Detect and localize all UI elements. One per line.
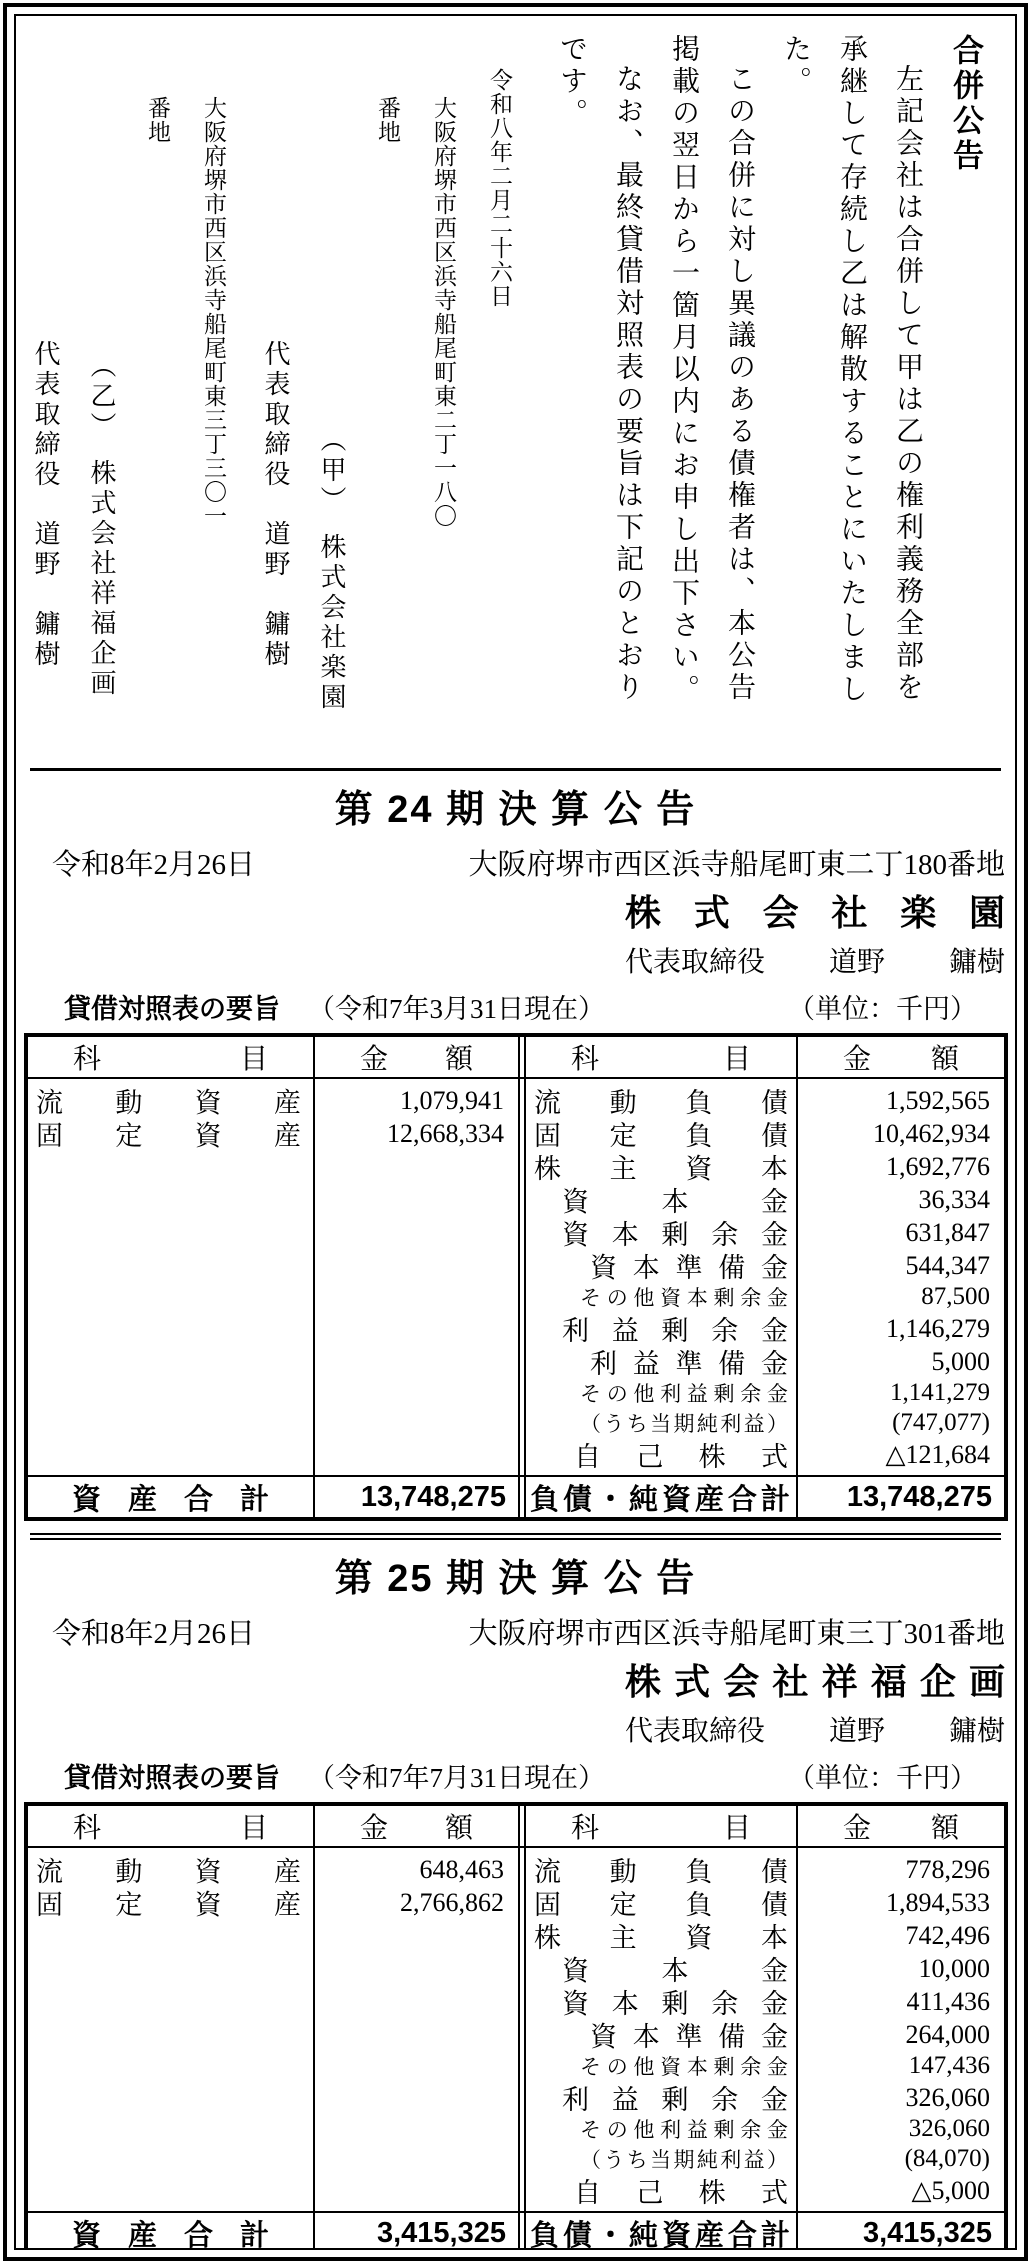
page-inner-frame <box>14 14 1017 2250</box>
balance-sheet-table <box>24 1802 1008 2250</box>
liability-row-amount: 411,436 <box>906 1986 990 2016</box>
caption-asof-date: （令和7年3月31日現在） <box>308 994 605 1024</box>
notice-column: た。 <box>780 34 811 98</box>
notice-column: 大阪府堺市西区浜寺船尾町東二丁一八〇 <box>431 96 456 528</box>
assets-amount-column <box>315 1079 518 1475</box>
asset-row-label: 流 動 資 産 <box>36 1857 301 1887</box>
liability-row-label: 資 本 金 <box>562 1956 788 1986</box>
liability-row-amount: 10,462,934 <box>873 1118 990 1148</box>
table-center-divider <box>518 1475 526 1517</box>
notice-column: 大阪府堺市西区浜寺船尾町東三丁三〇一 <box>201 96 226 528</box>
liability-row-amount: 5,000 <box>931 1346 990 1376</box>
asset-row-label: 固 定 資 産 <box>36 1890 301 1920</box>
financial-report-section-25 <box>24 1540 1007 2250</box>
assets-total-value: 3,415,325 <box>315 2211 518 2250</box>
company-name <box>625 1658 1005 1706</box>
asset-row-amount: 12,668,334 <box>387 1118 504 1148</box>
liability-row-label: そ の 他 利 益 剰 余 金 <box>580 2118 788 2142</box>
liabilities-total-label: 負 債 ・ 純 資 産 合 計 <box>526 1475 798 1517</box>
liability-row-amount: 1,146,279 <box>886 1313 990 1343</box>
liability-row-amount: 326,060 <box>905 2082 990 2112</box>
company-name-text: 株 式 会 社 祥 福 企 画 <box>625 1661 1005 1702</box>
assets-label-column <box>28 1079 315 1475</box>
liability-row-label: そ の 他 資 本 剰 余 金 <box>580 2055 788 2079</box>
liability-row-label: 自 己 株 式 <box>574 1442 788 1472</box>
liability-row-amount: △5,000 <box>911 2175 990 2205</box>
liability-row-amount: (747,077) <box>892 1409 990 1436</box>
notice-column: なお、最終貸借対照表の要旨は下記のとおり <box>612 64 643 704</box>
liability-row-amount: 326,060 <box>908 2115 990 2142</box>
asset-row-amount: 1,079,941 <box>400 1085 504 1115</box>
caption-unit: （単位：千円） <box>788 1763 977 1793</box>
assets-amount-column <box>315 1848 518 2211</box>
liability-row-amount: 87,500 <box>921 1283 990 1310</box>
liability-row-label: 株 主 資 本 <box>534 1923 788 1953</box>
liability-row-amount: 1,141,279 <box>890 1379 990 1406</box>
liability-row-label: 流 動 負 債 <box>534 1857 788 1887</box>
liability-row-amount: 264,000 <box>905 2019 990 2049</box>
liabilities-amount-column <box>798 1079 1004 1475</box>
liability-row-amount: 1,592,565 <box>886 1085 990 1115</box>
representative-line <box>625 943 1005 983</box>
liability-row-amount: △121,684 <box>885 1439 990 1469</box>
table-center-divider <box>518 1079 526 1475</box>
liabilities-label-column <box>526 1079 798 1475</box>
notice-column: 左記会社は合併して甲は乙の権利義務全部を <box>892 64 923 704</box>
notice-column: 番地 <box>375 96 400 144</box>
liability-row-label: 資 本 準 備 金 <box>590 1253 788 1283</box>
notice-column: （乙） 株式会社祥福企画 <box>87 352 116 699</box>
liability-row-label: 利 益 準 備 金 <box>590 1349 788 1379</box>
liability-row-label: 資 本 準 備 金 <box>590 2022 788 2052</box>
liability-row-amount: 1,692,776 <box>886 1151 990 1181</box>
header-amount-left: 金 額 <box>315 1037 518 1079</box>
liability-row-label: 利 益 剰 余 金 <box>562 1316 788 1346</box>
liability-row-label: 固 定 負 債 <box>534 1121 788 1151</box>
liability-row-amount: 778,296 <box>905 1854 990 1884</box>
caption-asof-date: （令和7年7月31日現在） <box>308 1763 605 1793</box>
report-title: 第 24 期 決 算 公 告 <box>334 789 697 831</box>
report-info-line <box>24 845 1007 885</box>
liability-row-label: 資 本 剰 余 金 <box>562 1989 788 2019</box>
notice-column: （甲） 株式会社楽園 <box>317 426 346 713</box>
liability-row-label: 固 定 負 債 <box>534 1890 788 1920</box>
liability-row-label: そ の 他 資 本 剰 余 金 <box>580 1286 788 1310</box>
table-center-divider <box>518 1806 526 1848</box>
representative-family-name: 道野 <box>828 1716 885 1747</box>
liability-row-label: 株 主 資 本 <box>534 1154 788 1184</box>
header-amount-left: 金 額 <box>315 1806 518 1848</box>
liability-row-label: （ う ち 当 期 純 利 益 ） <box>580 1412 788 1436</box>
representative-title: 代表取締役 <box>625 1716 766 1747</box>
asset-row-label: 固 定 資 産 <box>36 1121 301 1151</box>
report-address: 大阪府堺市西区浜寺船尾町東三丁301番地 <box>468 1618 1005 1650</box>
liabilities-label-column <box>526 1848 798 2211</box>
liability-row-label: （ う ち 当 期 純 利 益 ） <box>580 2148 788 2172</box>
table-center-divider <box>518 2211 526 2250</box>
notice-column: 令和八年二月二十六日 <box>487 68 512 308</box>
report-date: 令和8年2月26日 <box>52 1618 256 1650</box>
notice-column: 掲載の翌日から一箇月以内にお申し出下さい。 <box>668 34 699 706</box>
liability-row-label: 資 本 金 <box>562 1187 788 1217</box>
report-date: 令和8年2月26日 <box>52 849 256 881</box>
liability-row-amount: 1,894,533 <box>886 1887 990 1917</box>
liabilities-total-value: 13,748,275 <box>798 1475 1004 1517</box>
header-account-left: 科 目 <box>28 1037 315 1079</box>
liability-row-label: そ の 他 利 益 剰 余 金 <box>580 1382 788 1406</box>
notice-column: です。 <box>556 34 587 130</box>
liability-row-amount: 631,847 <box>905 1217 990 1247</box>
report-title: 第 25 期 決 算 公 告 <box>334 1558 697 1600</box>
notice-column: 番地 <box>145 96 170 144</box>
representative-given-name: 鏞樹 <box>948 947 1005 978</box>
company-name-text: 株 式 会 社 楽 園 <box>625 892 1005 933</box>
caption-unit: （単位：千円） <box>788 994 977 1024</box>
balance-sheet-caption <box>24 991 1007 1027</box>
liability-row-label: 利 益 剰 余 金 <box>562 2085 788 2115</box>
liability-row-amount: 742,496 <box>905 1920 990 1950</box>
assets-label-column <box>28 1848 315 2211</box>
table-center-divider <box>518 1037 526 1079</box>
liability-row-label: 流 動 負 債 <box>534 1088 788 1118</box>
assets-total-label: 資 産 合 計 <box>28 2211 315 2250</box>
liabilities-total-label: 負 債 ・ 純 資 産 合 計 <box>526 2211 798 2250</box>
liability-row-amount: 147,436 <box>908 2052 990 2079</box>
liabilities-total-value: 3,415,325 <box>798 2211 1004 2250</box>
header-account-left: 科 目 <box>28 1806 315 1848</box>
balance-sheet-table <box>24 1033 1008 1521</box>
header-account-right: 科 目 <box>526 1806 798 1848</box>
assets-total-value: 13,748,275 <box>315 1475 518 1517</box>
balance-sheet-caption <box>24 1760 1007 1796</box>
company-name <box>625 889 1005 937</box>
representative-family-name: 道野 <box>828 947 885 978</box>
header-amount-right: 金 額 <box>798 1037 1004 1079</box>
liabilities-amount-column <box>798 1848 1004 2211</box>
report-address: 大阪府堺市西区浜寺船尾町東二丁180番地 <box>468 849 1005 881</box>
liability-row-amount: (84,070) <box>904 2145 990 2172</box>
representative-given-name: 鏞樹 <box>948 1716 1005 1747</box>
notice-column: 代表取締役 道野 鏞樹 <box>31 340 60 670</box>
header-account-right: 科 目 <box>526 1037 798 1079</box>
asset-row-amount: 2,766,862 <box>400 1887 504 1917</box>
notice-column: 承継して存続し乙は解散することにいたしまし <box>836 34 867 706</box>
caption-title: 貸借対照表の要旨 <box>64 1763 280 1793</box>
liability-row-amount: 544,347 <box>905 1250 990 1280</box>
header-amount-right: 金 額 <box>798 1806 1004 1848</box>
report-info-line <box>24 1614 1007 1654</box>
liability-row-label: 自 己 株 式 <box>574 2178 788 2208</box>
liability-row-amount: 10,000 <box>918 1953 990 1983</box>
merger-notice-section <box>24 26 1007 758</box>
caption-title: 貸借対照表の要旨 <box>64 994 280 1024</box>
notice-column: この合併に対し異議のある債権者は、本公告 <box>724 64 755 704</box>
assets-total-label: 資 産 合 計 <box>28 1475 315 1517</box>
asset-row-amount: 648,463 <box>419 1854 504 1884</box>
representative-line <box>625 1712 1005 1752</box>
representative-title: 代表取締役 <box>625 947 766 978</box>
liability-row-amount: 36,334 <box>918 1184 990 1214</box>
section-divider-double-line <box>30 1533 1001 1540</box>
financial-report-section-24 <box>24 771 1007 1521</box>
notice-title-column: 合併公告 <box>948 34 983 174</box>
table-center-divider <box>518 1848 526 2211</box>
liability-row-label: 資 本 剰 余 金 <box>562 1220 788 1250</box>
asset-row-label: 流 動 資 産 <box>36 1088 301 1118</box>
notice-column: 代表取締役 道野 鏞樹 <box>261 340 290 670</box>
